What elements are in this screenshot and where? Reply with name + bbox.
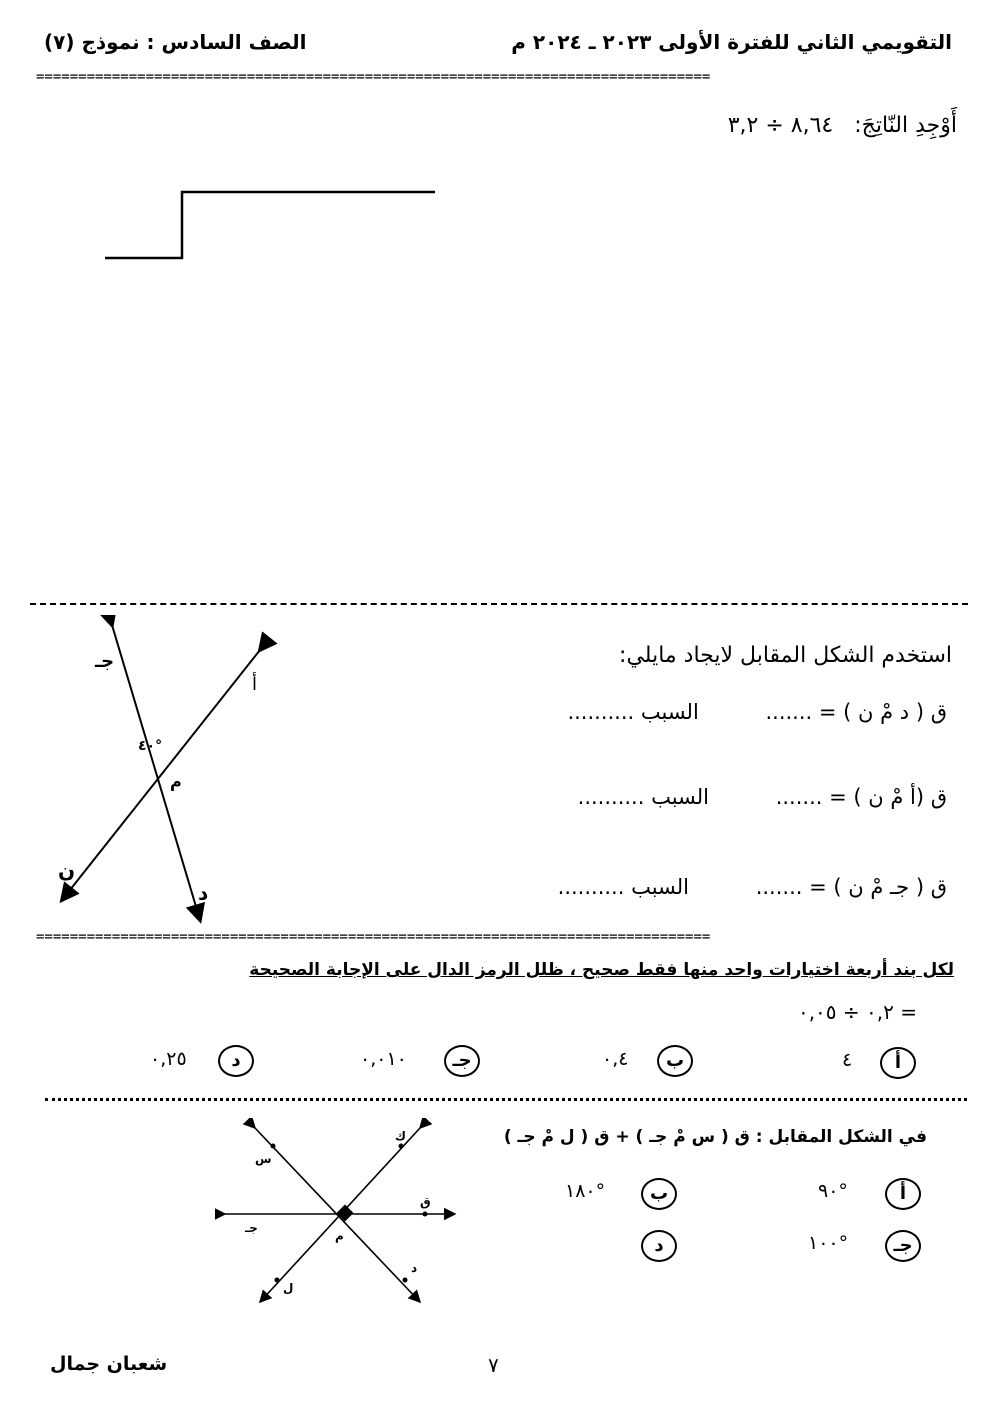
point-l (275, 1278, 280, 1283)
label-d2: د (411, 1261, 418, 1275)
separator-dashed-1 (30, 603, 968, 605)
q3-item2-option-j-value: ١٠٠° (808, 1232, 849, 1254)
label-d: د (198, 881, 209, 905)
q3-item2-option-a-value: ٩٠° (818, 1180, 848, 1202)
q1-prompt-label: أَوْجِدِ النّاتِجَ: (854, 113, 957, 138)
point-s (271, 1144, 276, 1149)
page-number: ٧ (488, 1353, 499, 1377)
q2-row-3-reason: السبب .......... (557, 875, 690, 899)
author-name: شعبان جمال (50, 1353, 168, 1375)
q3-item1-option-d-bubble[interactable]: د (218, 1045, 254, 1077)
label-m: م (170, 772, 182, 791)
q3-item1-option-d-value: ٠,٢٥ (150, 1048, 187, 1070)
three-lines-figure (215, 1118, 465, 1313)
q3-item2-option-d-bubble[interactable]: د (641, 1230, 677, 1262)
label-l: ل (283, 1281, 294, 1295)
q1-expression: ٨,٦٤ ÷ ٣,٢ (727, 113, 834, 138)
q2-row-3-lhs: ق ( جـ مْ ن ) = ....... (755, 875, 947, 899)
point-d (403, 1278, 408, 1283)
label-n: ن (58, 858, 76, 882)
q2-row-1-reason: السبب .......... (567, 700, 699, 724)
label-m2: م (335, 1229, 344, 1243)
class-label: الصف السادس : نموذج (٧) (44, 30, 307, 54)
worksheet-title: التقويمي الثاني للفترة الأولى ٢٠٢٣ ـ ٢٠٢٤ م (511, 30, 952, 54)
q3-item1-option-a-bubble[interactable]: أ (880, 1047, 916, 1079)
q2-row-2-lhs: ق (أ مْ ن ) = ....... (775, 785, 947, 809)
q3-item2-option-b-bubble[interactable]: ب (641, 1178, 677, 1210)
line-a-n (62, 650, 260, 900)
label-angle-40: ٤٠° (138, 738, 163, 754)
q3-item1-option-b-value: ٠,٤ (602, 1048, 629, 1070)
q3-item2-option-b-value: ١٨٠° (565, 1180, 606, 1202)
q3-instruction: لكل بند أربعة اختيارات واحد منها فقط صحيح ، ظلل الرمز الدال على الإجابة الصحيحة (249, 960, 954, 980)
label-j2: جـ (245, 1221, 258, 1235)
q2-row-2-reason: السبب .......... (577, 785, 709, 809)
q1-prompt (257, 113, 957, 138)
label-j: جـ (95, 651, 115, 672)
intersecting-lines-figure (40, 615, 280, 925)
q3-item2-question: في الشكل المقابل : ق ( س مْ جـ ) + ق ( ل مْ جـ ) (503, 1127, 927, 1147)
q3-item1-option-a-value: ٤ (842, 1049, 853, 1071)
q3-item1-option-j-value: ٠,٠١٠ (360, 1048, 407, 1070)
label-k: ك (395, 1129, 406, 1143)
point-q (423, 1212, 428, 1217)
q3-item2-option-a-bubble[interactable]: أ (885, 1178, 921, 1210)
q2-row-1-lhs: ق ( د مْ ن ) = ....... (765, 700, 947, 724)
q2-row-3 (427, 875, 947, 899)
label-s: س (255, 1152, 272, 1166)
label-q: ق (420, 1195, 431, 1209)
separator-dotted (45, 1098, 967, 1101)
division-bracket (100, 185, 440, 265)
q2-row-2 (427, 785, 947, 809)
q3-item2-option-j-bubble[interactable]: جـ (885, 1230, 921, 1262)
right-angle-marker (337, 1205, 354, 1222)
q2-row-1 (427, 700, 947, 724)
q2-instruction: استخدم الشكل المقابل لايجاد مايلي: (619, 643, 952, 668)
point-k (399, 1144, 404, 1149)
q3-item1-expression: ٠,٢ ÷ ٠,٠٥ = (797, 1000, 917, 1024)
q3-item1-option-b-bubble[interactable]: ب (657, 1045, 693, 1077)
q3-item1-option-j-bubble[interactable]: جـ (444, 1045, 480, 1077)
line-j-d (112, 625, 200, 920)
label-a: أ (252, 674, 258, 695)
separator-top: ================================================================================ (36, 70, 711, 84)
separator-middle: ================================================================================ (36, 930, 711, 944)
